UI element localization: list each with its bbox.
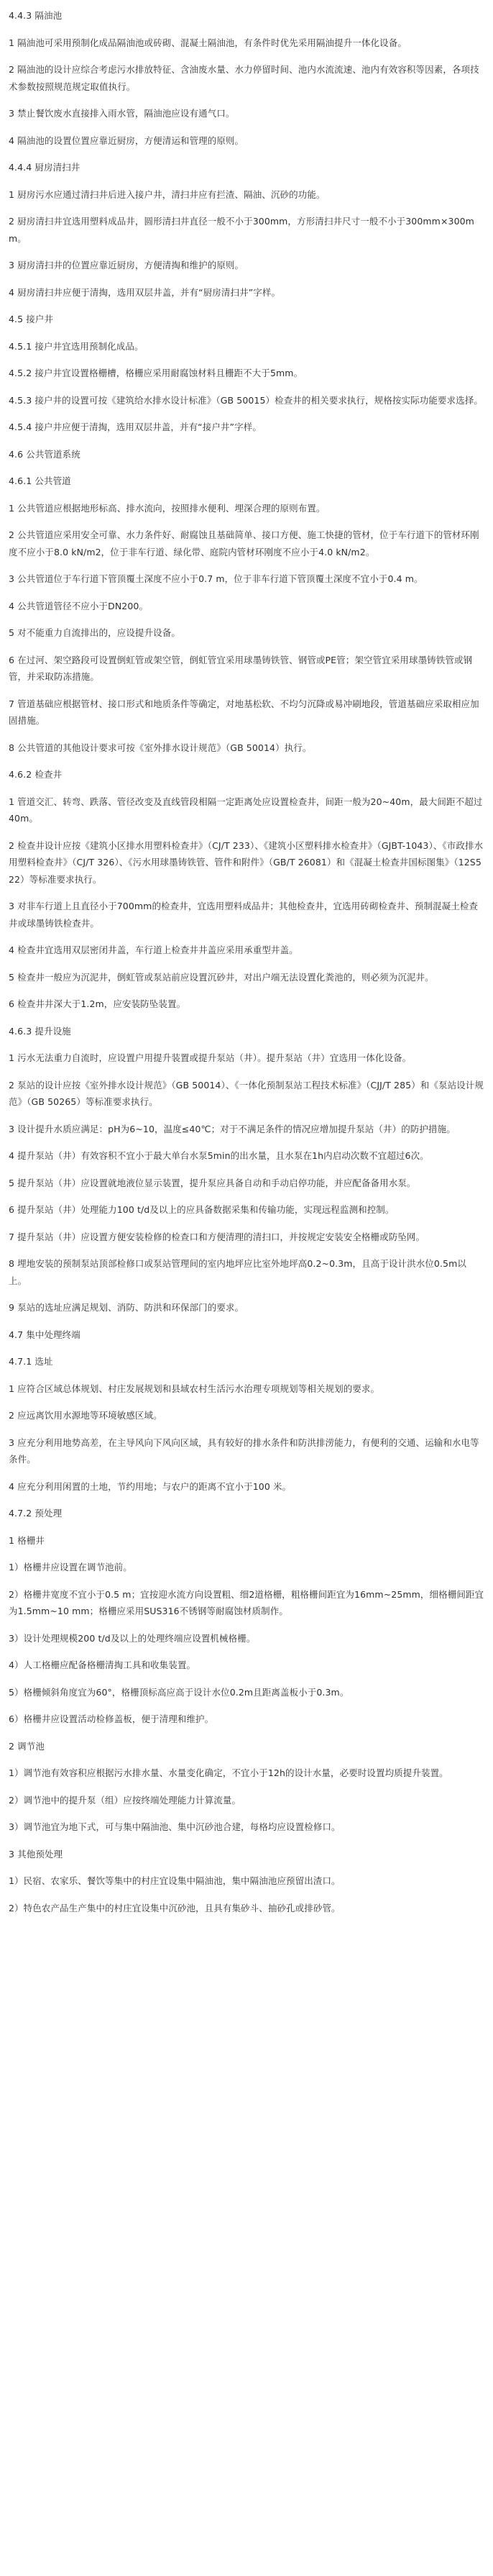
document-paragraph: 8 公共管道的其他设计要求可按《室外排水设计规范》（GB 50014）执行。 (9, 742, 312, 753)
document-paragraph: 2 泵站的设计应按《室外排水设计规范》（GB 50014）、《一体化预制泵站工程技术标准》（CJJ/T 285）和《泵站设计规范》（GB 50265）等标准要求执行。 (9, 1079, 484, 1107)
document-paragraph: 6）格栅井应设置活动检修盖板，便于清理和维护。 (9, 1713, 214, 1724)
document-paragraph: 4.6 公共管道系统 (9, 448, 80, 460)
document-paragraph: 4.6.2 检查井 (9, 769, 63, 780)
document-paragraph: 9 泵站的选址应满足规划、消防、防洪和环保部门的要求。 (9, 1302, 244, 1313)
document-paragraph: 2 隔油池的设计应综合考虑污水排放特征、含油废水量、水力停留时间、池内水流流速、池内有效容积等因素，各项技术参数按照规范规定取值执行。 (9, 64, 479, 92)
document-paragraph: 4 应充分利用闲置的土地，节约用地；与农户的距离不宜小于100 米。 (9, 1480, 292, 1492)
document-paragraph: 1 公共管道应根据地形标高、排水流向，按照排水便利、埋深合理的原则布置。 (9, 502, 326, 514)
document-paragraph: 4.7.2 预处理 (9, 1508, 63, 1519)
document-paragraph: 4.5.3 接户井的设置可按《建筑给水排水设计标准》（GB 50015）检查井的相关要求执行，规格按实际功能要求选择。 (9, 394, 483, 406)
document-paragraph: 3 禁止餐饮废水直接排入雨水管，隔油池应设有通气口。 (9, 108, 235, 119)
document-paragraph: 2 检查井设计应按《建筑小区排水用塑料检查井》（CJ/T 233）、《建筑小区塑料排水检查井》（GJBT-1043）、《市政排水用塑料检查井》（CJ/T 326）、《污水用球墨铸铁管、管件和附件》（GB/T 26081）和《混凝土检查井国标图集》（12S522）等标准要求执行。 (9, 839, 484, 885)
document-paragraph: 3 对非车行道上且直径小于700mm的检查井，宜选用塑料成品井；其他检查井，宜选用砖砌检查井、预制混凝土检查井或球墨铸铁检查井。 (9, 901, 479, 929)
document-paragraph: 2）调节池中的提升泵（组）应按终端处理能力计算流量。 (9, 1794, 241, 1806)
document-paragraph: 4.6.3 提升设施 (9, 1025, 71, 1037)
document-paragraph: 2 公共管道应采用安全可靠、水力条件好、耐腐蚀且基础简单、接口方便、施工快捷的管材，位于车行道下的管材环刚度不应小于8.0 kN/m2，位于非车行道、绿化带、庭院内管材环刚度不应小于4.0 kN/m2。 (9, 529, 479, 557)
document-paragraph: 2 应远离饮用水源地等环境敏感区域。 (9, 1410, 162, 1421)
document-paragraph: 4.5 接户井 (9, 314, 54, 324)
document-paragraph: 1 污水无法重力自流时，应设置户用提升装置或提升泵站（井）。提升泵站（井）宜选用一体化设备。 (9, 1052, 412, 1063)
document-paragraph: 1）调节池有效容积应根据污水排水量、水量变化确定，不宜小于12h的设计水量，必要时设置均质提升装置。 (9, 1767, 448, 1778)
document-paragraph: 3 厨房清扫井的位置应靠近厨房，方便清掏和维护的原则。 (9, 260, 244, 270)
document-paragraph: 3 其他预处理 (9, 1848, 63, 1860)
document-paragraph: 4.5.2 接户井宜设置格栅槽，格栅应采用耐腐蚀材料且栅距不大于5mm。 (9, 368, 303, 378)
document-paragraph: 6 提升泵站（井）处理能力100 t/d及以上的应具备数据采集和传输功能，实现远程监测和控制。 (9, 1204, 395, 1215)
document-paragraph: 2）特色农产品生产集中的村庄宜设集中沉砂池，且具有集砂斗、抽砂孔或排砂管。 (9, 1902, 341, 1913)
document-paragraph: 4.7 集中处理终端 (9, 1329, 80, 1340)
document-paragraph: 4 公共管道管径不应小于DN200。 (9, 600, 149, 611)
document-paragraph: 1 管道交汇、转弯、跌落、管径改变及直线管段相隔一定距离处应设置检查井，间距一般为20~40m，最大间距不超过40m。 (9, 796, 483, 824)
document-paragraph: 4.6.1 公共管道 (9, 475, 71, 486)
document-paragraph: 4.4.3 隔油池 (9, 10, 63, 21)
document-paragraph: 2 调节池 (9, 1740, 45, 1752)
document-paragraph: 7 管道基础应根据管材、接口形式和地质条件等确定，对地基松软、不均匀沉降或易冲刷地段，管道基础应采取相应加固措施。 (9, 698, 479, 726)
document-paragraph: 8 埋地安装的预制泵站顶部检修口或泵站管理间的室内地坪应比室外地坪高0.2~0.3m，且高于设计洪水位0.5m以上。 (9, 1258, 466, 1286)
document-paragraph: 1 格栅井 (9, 1534, 45, 1546)
document-paragraph: 1）民宿、农家乐、餐饮等集中的村庄宜设集中隔油池，集中隔油池应预留出渣口。 (9, 1875, 341, 1886)
document-paragraph: 1 厨房污水应通过清扫井后进入接户井，清扫井应有拦渣、隔油、沉砂的功能。 (9, 188, 326, 200)
document-paragraph: 1）格栅井应设置在调节池前。 (9, 1562, 132, 1573)
document-paragraph: 6 在过河、架空路段可设置倒虹管或架空管，倒虹管宜采用球墨铸铁管、钢管或PE管；架空管宜采用球墨铸铁管或钢管，并采取防冻措施。 (9, 654, 473, 682)
document-paragraph: 4 检查井宜选用双层密闭井盖，车行道上检查井井盖应采用承重型井盖。 (9, 945, 298, 955)
document-paragraph: 3）设计处理规模200 t/d及以上的处理终端应设置机械格栅。 (9, 1632, 256, 1644)
document-paragraph: 5 检查井一般应为沉泥井，倒虹管或泵站前应设置沉砂井，对出户端无法设置化粪池的，则必须为沉泥井。 (9, 971, 434, 983)
document-paragraph: 4.4.4 厨房清扫井 (9, 162, 80, 173)
document-paragraph: 5 对不能重力自流排出的，应设提升设备。 (9, 627, 180, 638)
document-paragraph: 5）格栅倾斜角度宜为60°，格栅顶标高应高于设计水位0.2m且距离盖板小于0.3m。 (9, 1686, 349, 1698)
document-paragraph: 4 厨房清扫井应便于清掏，选用双层井盖，并有“厨房清扫井”字样。 (9, 286, 281, 298)
document-paragraph: 1 应符合区域总体规划、村庄发展规划和县域农村生活污水治理专项规划等相关规划的要求。 (9, 1383, 380, 1394)
document-paragraph: 1 隔油池可采用预制化成品隔油池或砖砌、混凝土隔油池，有条件时优先采用隔油提升一体化设备。 (9, 37, 407, 48)
document-paragraph: 2）格栅井宽度不宜小于0.5 m；宜按迎水流方向设置粗、细2道格栅，粗格栅间距宜为16mm~25mm，细格栅间距宜为1.5mm~10 mm；格栅应采用SUS316不锈钢等耐腐蚀材质制作。 (9, 1588, 484, 1616)
document-paragraph: 6 检查井井深大于1.2m，应安装防坠装置。 (9, 998, 186, 1009)
document-paragraph: 4.7.1 选址 (9, 1356, 53, 1367)
document-paragraph: 4）人工格栅应配备格栅清掏工具和收集装置。 (9, 1660, 196, 1670)
document-paragraph: 4 隔油池的设置位置应靠近厨房，方便清运和管理的原则。 (9, 135, 244, 146)
document-paragraph: 3 公共管道位于车行道下管顶覆土深度不应小于0.7 m，位于非车行道下管顶覆土深度不宜小于0.4 m。 (9, 573, 423, 584)
document-paragraph: 4.5.1 接户井宜选用预制化成品。 (9, 340, 144, 352)
document-paragraph: 7 提升泵站（井）应设置方便安装检修的检查口和方便清理的清扫口，并按规定安装安全格栅或防坠网。 (9, 1231, 425, 1242)
document-paragraph: 4.5.4 接户井应便于清掏，选用双层井盖，并有“接户井”字样。 (9, 422, 262, 432)
document-paragraph: 3）调节池宜为地下式，可与集中隔油池、集中沉砂池合建，每格均应设置检修口。 (9, 1821, 341, 1832)
document-paragraph: 4 提升泵站（井）有效容积不宜小于最大单台水泵5min的出水量，且水泵在1h内启动次数不宜超过6次。 (9, 1150, 429, 1161)
document-paragraph: 2 厨房清扫井宜选用塑料成品井，圆形清扫井直径一般不小于300mm，方形清扫井尺寸一般不小于300mm×300mm。 (9, 216, 474, 244)
document-paragraph: 3 应充分利用地势高差，在主导风向下风向区域，具有较好的排水条件和防洪排涝能力，有便利的交通、运输和水电等条件。 (9, 1437, 479, 1465)
document-paragraph: 5 提升泵站（井）应设置就地液位显示装置，提升泵应具备自动和手动启停功能，并应配备备用水泵。 (9, 1177, 416, 1188)
document-paragraph: 3 设计提升水质应满足：pH为6~10，温度≤40℃；对于不满足条件的情况应增加提升泵站（井）的防护措施。 (9, 1123, 456, 1134)
